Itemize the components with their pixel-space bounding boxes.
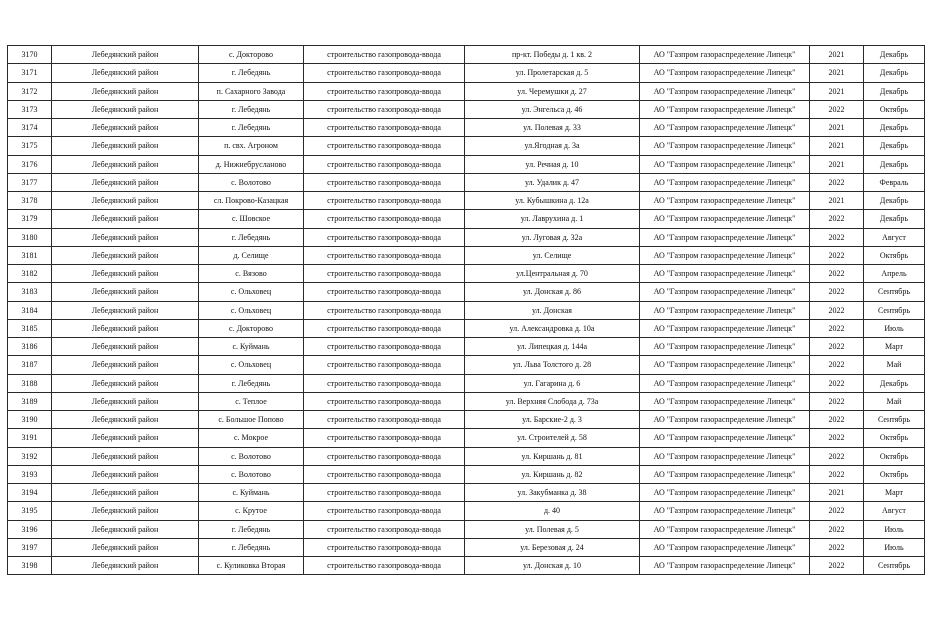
district-cell: Лебедянский район (52, 502, 199, 520)
address-cell: ул. Лаврухина д. 1 (465, 210, 640, 228)
settlement-cell: с. Ольховец (199, 356, 304, 374)
organization-cell: АО "Газпром газораспределение Липецк" (640, 356, 810, 374)
district-cell: Лебедянский район (52, 319, 199, 337)
settlement-cell: с. Доктopoво (199, 46, 304, 64)
month-cell: Сентябрь (864, 411, 925, 429)
year-cell: 2022 (810, 301, 864, 319)
month-cell: Май (864, 356, 925, 374)
work-type-cell: строительство газопровода-ввода (304, 538, 465, 556)
year-cell: 2021 (810, 137, 864, 155)
month-cell: Сентябрь (864, 557, 925, 575)
table-row (8, 429, 925, 447)
settlement-cell: с. Куликовка Вторая (199, 557, 304, 575)
organization-cell: АО "Газпром газораспределение Липецк" (640, 301, 810, 319)
year-cell: 2022 (810, 411, 864, 429)
address-cell: ул. Донская д. 86 (465, 283, 640, 301)
month-cell: Декабрь (864, 210, 925, 228)
organization-cell: АО "Газпром газораспределение Липецк" (640, 520, 810, 538)
settlement-cell: г. Лебедянь (199, 119, 304, 137)
address-cell: ул. Удалик д. 47 (465, 173, 640, 191)
table-row (8, 228, 925, 246)
work-type-cell: строительство газопровода-ввода (304, 356, 465, 374)
organization-cell: АО "Газпром газораспределение Липецк" (640, 411, 810, 429)
organization-cell: АО "Газпром газораспределение Липецк" (640, 502, 810, 520)
table-body (8, 46, 925, 575)
work-type-cell: строительство газопровода-ввода (304, 411, 465, 429)
table-row (8, 538, 925, 556)
district-cell: Лебедянский район (52, 46, 199, 64)
work-type-cell: строительство газопровода-ввода (304, 246, 465, 264)
table-row (8, 155, 925, 173)
address-cell: ул. Пролетарская д. 5 (465, 64, 640, 82)
work-type-cell: строительство газопровода-ввода (304, 228, 465, 246)
row-number-cell: 3187 (8, 356, 52, 374)
row-number-cell: 3186 (8, 338, 52, 356)
year-cell: 2021 (810, 82, 864, 100)
settlement-cell: г. Лебедянь (199, 538, 304, 556)
row-number-cell: 3179 (8, 210, 52, 228)
district-cell: Лебедянский район (52, 392, 199, 410)
table-row (8, 520, 925, 538)
work-type-cell: строительство газопровода-ввода (304, 301, 465, 319)
month-cell: Апрель (864, 265, 925, 283)
organization-cell: АО "Газпром газораспределение Липецк" (640, 100, 810, 118)
row-number-cell: 3185 (8, 319, 52, 337)
organization-cell: АО "Газпром газораспределение Липецк" (640, 374, 810, 392)
table-row (8, 411, 925, 429)
organization-cell: АО "Газпром газораспределение Липецк" (640, 228, 810, 246)
settlement-cell: с. Шовское (199, 210, 304, 228)
row-number-cell: 3190 (8, 411, 52, 429)
district-cell: Лебедянский район (52, 411, 199, 429)
month-cell: Декабрь (864, 82, 925, 100)
organization-cell: АО "Газпром газораспределение Липецк" (640, 447, 810, 465)
work-type-cell: строительство газопровода-ввода (304, 46, 465, 64)
table-row (8, 338, 925, 356)
year-cell: 2022 (810, 465, 864, 483)
month-cell: Июль (864, 538, 925, 556)
work-type-cell: строительство газопровода-ввода (304, 173, 465, 191)
table-row (8, 484, 925, 502)
year-cell: 2021 (810, 119, 864, 137)
table-row (8, 100, 925, 118)
organization-cell: АО "Газпром газораспределение Липецк" (640, 465, 810, 483)
work-type-cell: строительство газопровода-ввода (304, 392, 465, 410)
settlement-cell: с. Волотово (199, 173, 304, 191)
row-number-cell: 3172 (8, 82, 52, 100)
month-cell: Октябрь (864, 429, 925, 447)
year-cell: 2022 (810, 338, 864, 356)
table-row (8, 82, 925, 100)
table-row (8, 137, 925, 155)
organization-cell: АО "Газпром газораспределение Липецк" (640, 137, 810, 155)
settlement-cell: с. Ольховец (199, 301, 304, 319)
row-number-cell: 3196 (8, 520, 52, 538)
district-cell: Лебедянский район (52, 210, 199, 228)
district-cell: Лебедянский район (52, 557, 199, 575)
table-row (8, 557, 925, 575)
address-cell: ул. Льва Толстого д. 28 (465, 356, 640, 374)
organization-cell: АО "Газпром газораспределение Липецк" (640, 46, 810, 64)
month-cell: Октябрь (864, 465, 925, 483)
year-cell: 2021 (810, 192, 864, 210)
settlement-cell: г. Лебедянь (199, 374, 304, 392)
row-number-cell: 3180 (8, 228, 52, 246)
month-cell: Октябрь (864, 100, 925, 118)
work-type-cell: строительство газопровода-ввода (304, 82, 465, 100)
district-cell: Лебедянский район (52, 520, 199, 538)
address-cell: ул. Барские-2 д. 3 (465, 411, 640, 429)
row-number-cell: 3191 (8, 429, 52, 447)
settlement-cell: д. Нижнебруслановo (199, 155, 304, 173)
district-cell: Лебедянский район (52, 246, 199, 264)
month-cell: Август (864, 228, 925, 246)
organization-cell: АО "Газпром газораспределение Липецк" (640, 484, 810, 502)
district-cell: Лебедянский район (52, 429, 199, 447)
row-number-cell: 3184 (8, 301, 52, 319)
document-table-container (7, 45, 925, 575)
table-row (8, 64, 925, 82)
district-cell: Лебедянский район (52, 100, 199, 118)
district-cell: Лебедянский район (52, 119, 199, 137)
organization-cell: АО "Газпром газораспределение Липецк" (640, 82, 810, 100)
year-cell: 2022 (810, 319, 864, 337)
district-cell: Лебедянский район (52, 374, 199, 392)
year-cell: 2021 (810, 155, 864, 173)
year-cell: 2022 (810, 502, 864, 520)
row-number-cell: 3175 (8, 137, 52, 155)
month-cell: Март (864, 338, 925, 356)
address-cell: ул. Полевая д. 33 (465, 119, 640, 137)
organization-cell: АО "Газпром газораспределение Липецк" (640, 192, 810, 210)
organization-cell: АО "Газпром газораспределение Липецк" (640, 246, 810, 264)
district-cell: Лебедянский район (52, 283, 199, 301)
address-cell: ул. Кубышкина д. 12а (465, 192, 640, 210)
year-cell: 2022 (810, 246, 864, 264)
row-number-cell: 3193 (8, 465, 52, 483)
work-type-cell: строительство газопровода-ввода (304, 520, 465, 538)
address-cell: ул. Речная д. 10 (465, 155, 640, 173)
table-row (8, 356, 925, 374)
organization-cell: АО "Газпром газораспределение Липецк" (640, 557, 810, 575)
year-cell: 2022 (810, 283, 864, 301)
year-cell: 2021 (810, 46, 864, 64)
row-number-cell: 3178 (8, 192, 52, 210)
organization-cell: АО "Газпром газораспределение Липецк" (640, 155, 810, 173)
organization-cell: АО "Газпром газораспределение Липецк" (640, 64, 810, 82)
settlement-cell: с. Мокрое (199, 429, 304, 447)
address-cell: пр-кт. Победы д. 1 кв. 2 (465, 46, 640, 64)
month-cell: Сентябрь (864, 283, 925, 301)
address-cell: ул. Закубманка д. 38 (465, 484, 640, 502)
settlement-cell: г. Лебедянь (199, 520, 304, 538)
table-row (8, 283, 925, 301)
work-type-cell: строительство газопровода-ввода (304, 374, 465, 392)
month-cell: Декабрь (864, 119, 925, 137)
table-row (8, 192, 925, 210)
work-type-cell: строительство газопровода-ввода (304, 484, 465, 502)
work-type-cell: строительство газопровода-ввода (304, 429, 465, 447)
table-row (8, 392, 925, 410)
work-type-cell: строительство газопровода-ввода (304, 265, 465, 283)
organization-cell: АО "Газпром газораспределение Липецк" (640, 429, 810, 447)
year-cell: 2021 (810, 64, 864, 82)
settlement-cell: с. Куймань (199, 338, 304, 356)
settlement-cell: г. Лебедянь (199, 64, 304, 82)
settlement-cell: с. Теплое (199, 392, 304, 410)
district-cell: Лебедянский район (52, 155, 199, 173)
gas-connection-table (7, 45, 925, 575)
row-number-cell: 3182 (8, 265, 52, 283)
settlement-cell: г. Лебедянь (199, 228, 304, 246)
settlement-cell: с. Волотово (199, 447, 304, 465)
row-number-cell: 3194 (8, 484, 52, 502)
address-cell: ул. Селище (465, 246, 640, 264)
table-row (8, 173, 925, 191)
address-cell: ул. Донская (465, 301, 640, 319)
settlement-cell: сл. Покрово-Казацкая (199, 192, 304, 210)
work-type-cell: строительство газопровода-ввода (304, 447, 465, 465)
settlement-cell: с. Большое Попово (199, 411, 304, 429)
year-cell: 2022 (810, 374, 864, 392)
district-cell: Лебедянский район (52, 82, 199, 100)
district-cell: Лебедянский район (52, 192, 199, 210)
organization-cell: АО "Газпром газораспределение Липецк" (640, 173, 810, 191)
district-cell: Лебедянский район (52, 301, 199, 319)
row-number-cell: 3173 (8, 100, 52, 118)
work-type-cell: строительство газопровода-ввода (304, 137, 465, 155)
organization-cell: АО "Газпром газораспределение Липецк" (640, 392, 810, 410)
address-cell: ул. Черемушки д. 27 (465, 82, 640, 100)
month-cell: Октябрь (864, 246, 925, 264)
work-type-cell: строительство газопровода-ввода (304, 155, 465, 173)
organization-cell: АО "Газпром газораспределение Липецк" (640, 319, 810, 337)
district-cell: Лебедянский район (52, 265, 199, 283)
table-row (8, 465, 925, 483)
table-row (8, 319, 925, 337)
table-row (8, 246, 925, 264)
district-cell: Лебедянский район (52, 447, 199, 465)
district-cell: Лебедянский район (52, 173, 199, 191)
row-number-cell: 3171 (8, 64, 52, 82)
year-cell: 2022 (810, 173, 864, 191)
month-cell: Декабрь (864, 155, 925, 173)
table-row (8, 502, 925, 520)
month-cell: Декабрь (864, 374, 925, 392)
address-cell: ул. Александровка д. 10а (465, 319, 640, 337)
month-cell: Сентябрь (864, 301, 925, 319)
address-cell: ул. Полевая д. 5 (465, 520, 640, 538)
address-cell: ул. Энгельса д. 46 (465, 100, 640, 118)
year-cell: 2022 (810, 265, 864, 283)
address-cell: д. 40 (465, 502, 640, 520)
table-row (8, 301, 925, 319)
district-cell: Лебедянский район (52, 64, 199, 82)
table-row (8, 447, 925, 465)
row-number-cell: 3177 (8, 173, 52, 191)
month-cell: Декабрь (864, 192, 925, 210)
district-cell: Лебедянский район (52, 137, 199, 155)
settlement-cell: с. Ольховец (199, 283, 304, 301)
work-type-cell: строительство газопровода-ввода (304, 319, 465, 337)
month-cell: Август (864, 502, 925, 520)
district-cell: Лебедянский район (52, 465, 199, 483)
settlement-cell: п. свх. Агроном (199, 137, 304, 155)
row-number-cell: 3188 (8, 374, 52, 392)
address-cell: ул.Центральная д. 70 (465, 265, 640, 283)
address-cell: ул. Гагарина д. 6 (465, 374, 640, 392)
settlement-cell: п. Сахарного Завода (199, 82, 304, 100)
table-row (8, 265, 925, 283)
month-cell: Октябрь (864, 447, 925, 465)
row-number-cell: 3192 (8, 447, 52, 465)
month-cell: Декабрь (864, 46, 925, 64)
month-cell: Июль (864, 520, 925, 538)
year-cell: 2022 (810, 356, 864, 374)
work-type-cell: строительство газопровода-ввода (304, 465, 465, 483)
settlement-cell: с. Вязово (199, 265, 304, 283)
work-type-cell: строительство газопровода-ввода (304, 64, 465, 82)
settlement-cell: д. Селище (199, 246, 304, 264)
organization-cell: АО "Газпром газораспределение Липецк" (640, 210, 810, 228)
settlement-cell: г. Лебедянь (199, 100, 304, 118)
row-number-cell: 3170 (8, 46, 52, 64)
table-row (8, 374, 925, 392)
work-type-cell: строительство газопровода-ввода (304, 119, 465, 137)
work-type-cell: строительство газопровода-ввода (304, 338, 465, 356)
row-number-cell: 3198 (8, 557, 52, 575)
settlement-cell: с. Волотово (199, 465, 304, 483)
district-cell: Лебедянский район (52, 356, 199, 374)
year-cell: 2021 (810, 484, 864, 502)
address-cell: ул.Ягодная д. 3а (465, 137, 640, 155)
district-cell: Лебедянский район (52, 538, 199, 556)
year-cell: 2022 (810, 447, 864, 465)
work-type-cell: строительство газопровода-ввода (304, 283, 465, 301)
month-cell: Июль (864, 319, 925, 337)
work-type-cell: строительство газопровода-ввода (304, 100, 465, 118)
year-cell: 2022 (810, 228, 864, 246)
address-cell: ул. Донская д. 10 (465, 557, 640, 575)
row-number-cell: 3176 (8, 155, 52, 173)
district-cell: Лебедянский район (52, 338, 199, 356)
month-cell: Март (864, 484, 925, 502)
month-cell: Декабрь (864, 137, 925, 155)
organization-cell: АО "Газпром газораспределение Липецк" (640, 538, 810, 556)
organization-cell: АО "Газпром газораспределение Липецк" (640, 338, 810, 356)
row-number-cell: 3181 (8, 246, 52, 264)
work-type-cell: строительство газопровода-ввода (304, 502, 465, 520)
year-cell: 2022 (810, 429, 864, 447)
work-type-cell: строительство газопровода-ввода (304, 210, 465, 228)
year-cell: 2022 (810, 210, 864, 228)
settlement-cell: с. Крутое (199, 502, 304, 520)
district-cell: Лебедянский район (52, 484, 199, 502)
row-number-cell: 3189 (8, 392, 52, 410)
month-cell: Декабрь (864, 64, 925, 82)
settlement-cell: с. Докторово (199, 319, 304, 337)
address-cell: ул. Луговая д. 32а (465, 228, 640, 246)
table-row (8, 119, 925, 137)
month-cell: Май (864, 392, 925, 410)
year-cell: 2022 (810, 520, 864, 538)
organization-cell: АО "Газпром газораспределение Липецк" (640, 119, 810, 137)
address-cell: ул. Верхняя Слобода д. 73а (465, 392, 640, 410)
table-row (8, 46, 925, 64)
year-cell: 2022 (810, 392, 864, 410)
month-cell: Февраль (864, 173, 925, 191)
table-row (8, 210, 925, 228)
year-cell: 2022 (810, 100, 864, 118)
address-cell: ул. Березовая д. 24 (465, 538, 640, 556)
work-type-cell: строительство газопровода-ввода (304, 192, 465, 210)
row-number-cell: 3183 (8, 283, 52, 301)
year-cell: 2022 (810, 538, 864, 556)
address-cell: ул. Киршань д. 81 (465, 447, 640, 465)
work-type-cell: строительство газопровода-ввода (304, 557, 465, 575)
organization-cell: АО "Газпром газораспределение Липецк" (640, 265, 810, 283)
address-cell: ул. Киршань д. 82 (465, 465, 640, 483)
row-number-cell: 3197 (8, 538, 52, 556)
district-cell: Лебедянский район (52, 228, 199, 246)
settlement-cell: с. Куймань (199, 484, 304, 502)
row-number-cell: 3174 (8, 119, 52, 137)
organization-cell: АО "Газпром газораспределение Липецк" (640, 283, 810, 301)
row-number-cell: 3195 (8, 502, 52, 520)
address-cell: ул. Липецкая д. 144а (465, 338, 640, 356)
address-cell: ул. Строителей д. 58 (465, 429, 640, 447)
year-cell: 2022 (810, 557, 864, 575)
